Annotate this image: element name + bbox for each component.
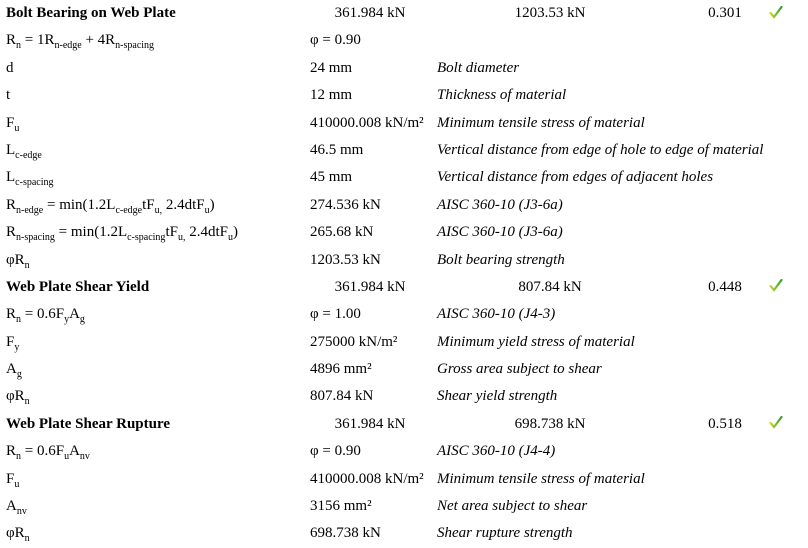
item-description: Gross area subject to shear — [437, 361, 602, 378]
item-symbol: $\varphi R_n$ — [6, 525, 30, 545]
item-value: 4896 mm² — [310, 361, 372, 378]
report-row — [0, 137, 808, 164]
item-symbol: $R_{n-edge} = \min(1.2L_{c-edge}tF_{u,}$ 2.4dtF$_u$) — [6, 196, 215, 216]
item-description: Minimum tensile stress of material — [437, 470, 645, 487]
item-value: 698.738 kN — [310, 525, 381, 542]
item-symbol: $R_n = 0.6F_uA_{nv}$ — [6, 443, 90, 463]
item-description: Thickness of material — [437, 87, 567, 104]
item-value: 265.68 kN — [310, 224, 374, 241]
item-value: 274.536 kN — [310, 196, 381, 213]
item-value: 807.84 kN — [310, 388, 374, 405]
item-symbol: $\varphi R_n$ — [6, 251, 30, 271]
item-value: φ = 0.90 — [310, 443, 361, 460]
item-description: Minimum yield stress of material — [437, 333, 635, 350]
section-title: Bolt Bearing on Web Plate — [6, 5, 176, 21]
section-header-row — [0, 274, 808, 301]
item-value: 45 mm — [310, 169, 353, 186]
item-value: 3156 mm² — [310, 498, 372, 515]
item-symbol: $L_{c-edge}$ — [6, 141, 42, 161]
item-description: Bolt bearing strength — [437, 251, 565, 268]
capacity-value: 1203.53 kN — [514, 5, 586, 21]
section-title: Web Plate Shear Yield — [6, 278, 150, 295]
section-header-row — [0, 0, 808, 27]
item-symbol: $\varphi R_n$ — [6, 388, 30, 408]
item-symbol: $R_n = 1R_{n-edge} + 4R_{n-spacing}$ — [6, 32, 155, 52]
item-symbol: t — [6, 87, 11, 104]
report-row — [0, 55, 808, 82]
report-row — [0, 356, 808, 383]
item-description: AISC 360-10 (J4-3) — [437, 306, 556, 323]
report-row — [0, 247, 808, 274]
item-symbol: $F_y$ — [6, 333, 20, 353]
report-row — [0, 27, 808, 54]
report-row — [0, 383, 808, 410]
demand-value: 361.984 kN — [334, 415, 406, 432]
report-row — [0, 192, 808, 219]
item-symbol: $A_g$ — [6, 361, 22, 381]
report-row — [0, 164, 808, 191]
item-value: 410000.008 kN/m² — [310, 470, 424, 487]
item-description: Vertical distance from edge of hole to edge of material — [437, 141, 764, 158]
item-symbol: $L_{c-spacing}$ — [6, 169, 54, 189]
item-value: 1203.53 kN — [310, 251, 381, 268]
report-row — [0, 82, 808, 109]
item-value: 24 mm — [310, 59, 353, 76]
section-title: Web Plate Shear Rupture — [6, 415, 171, 432]
item-value: φ = 0.90 — [310, 32, 361, 49]
item-value: 12 mm — [310, 87, 353, 104]
item-description: Shear rupture strength — [437, 525, 573, 542]
report-row — [0, 329, 808, 356]
report-row — [0, 301, 808, 328]
item-value: φ = 1.00 — [310, 306, 361, 323]
item-value: 275000 kN/m² — [310, 333, 398, 350]
report-row — [0, 493, 808, 520]
item-symbol: $R_{n-spacing} = \min(1.2L_{c-spacing}tF_{u,}$ 2.4dtF$_u$) — [6, 224, 238, 244]
report-row — [0, 466, 808, 493]
pass-check-icon — [763, 411, 789, 438]
report-row — [0, 520, 808, 547]
item-description: Shear yield strength — [437, 388, 558, 405]
utilization-ratio: 0.301 — [708, 5, 742, 21]
pass-check-icon — [763, 0, 789, 27]
report-row — [0, 110, 808, 137]
item-description: Vertical distance from edges of adjacent holes — [437, 169, 714, 186]
item-symbol: $A_{nv}$ — [6, 498, 27, 518]
capacity-value: 807.84 kN — [518, 278, 582, 295]
item-description: Bolt diameter — [437, 59, 520, 76]
item-symbol: $F_u$ — [6, 470, 20, 490]
item-symbol: d — [6, 59, 14, 76]
report-row — [0, 219, 808, 246]
item-symbol: $R_n = 0.6F_yA_g$ — [6, 306, 85, 326]
demand-value: 361.984 kN — [334, 278, 406, 295]
item-value: 410000.008 kN/m² — [310, 114, 424, 131]
pass-check-icon — [763, 274, 789, 301]
item-value: 46.5 mm — [310, 141, 364, 158]
section-header-row — [0, 411, 808, 438]
item-description: AISC 360-10 (J3-6a) — [437, 224, 563, 241]
utilization-ratio: 0.518 — [708, 415, 742, 432]
item-symbol: $F_u$ — [6, 114, 20, 134]
utilization-ratio: 0.448 — [708, 278, 742, 295]
item-description: AISC 360-10 (J3-6a) — [437, 196, 563, 213]
capacity-value: 698.738 kN — [514, 415, 586, 432]
item-description: Net area subject to shear — [437, 498, 588, 515]
report-row — [0, 438, 808, 465]
item-description: Minimum tensile stress of material — [437, 114, 645, 131]
demand-value: 361.984 kN — [334, 5, 406, 21]
item-description: AISC 360-10 (J4-4) — [437, 443, 556, 460]
